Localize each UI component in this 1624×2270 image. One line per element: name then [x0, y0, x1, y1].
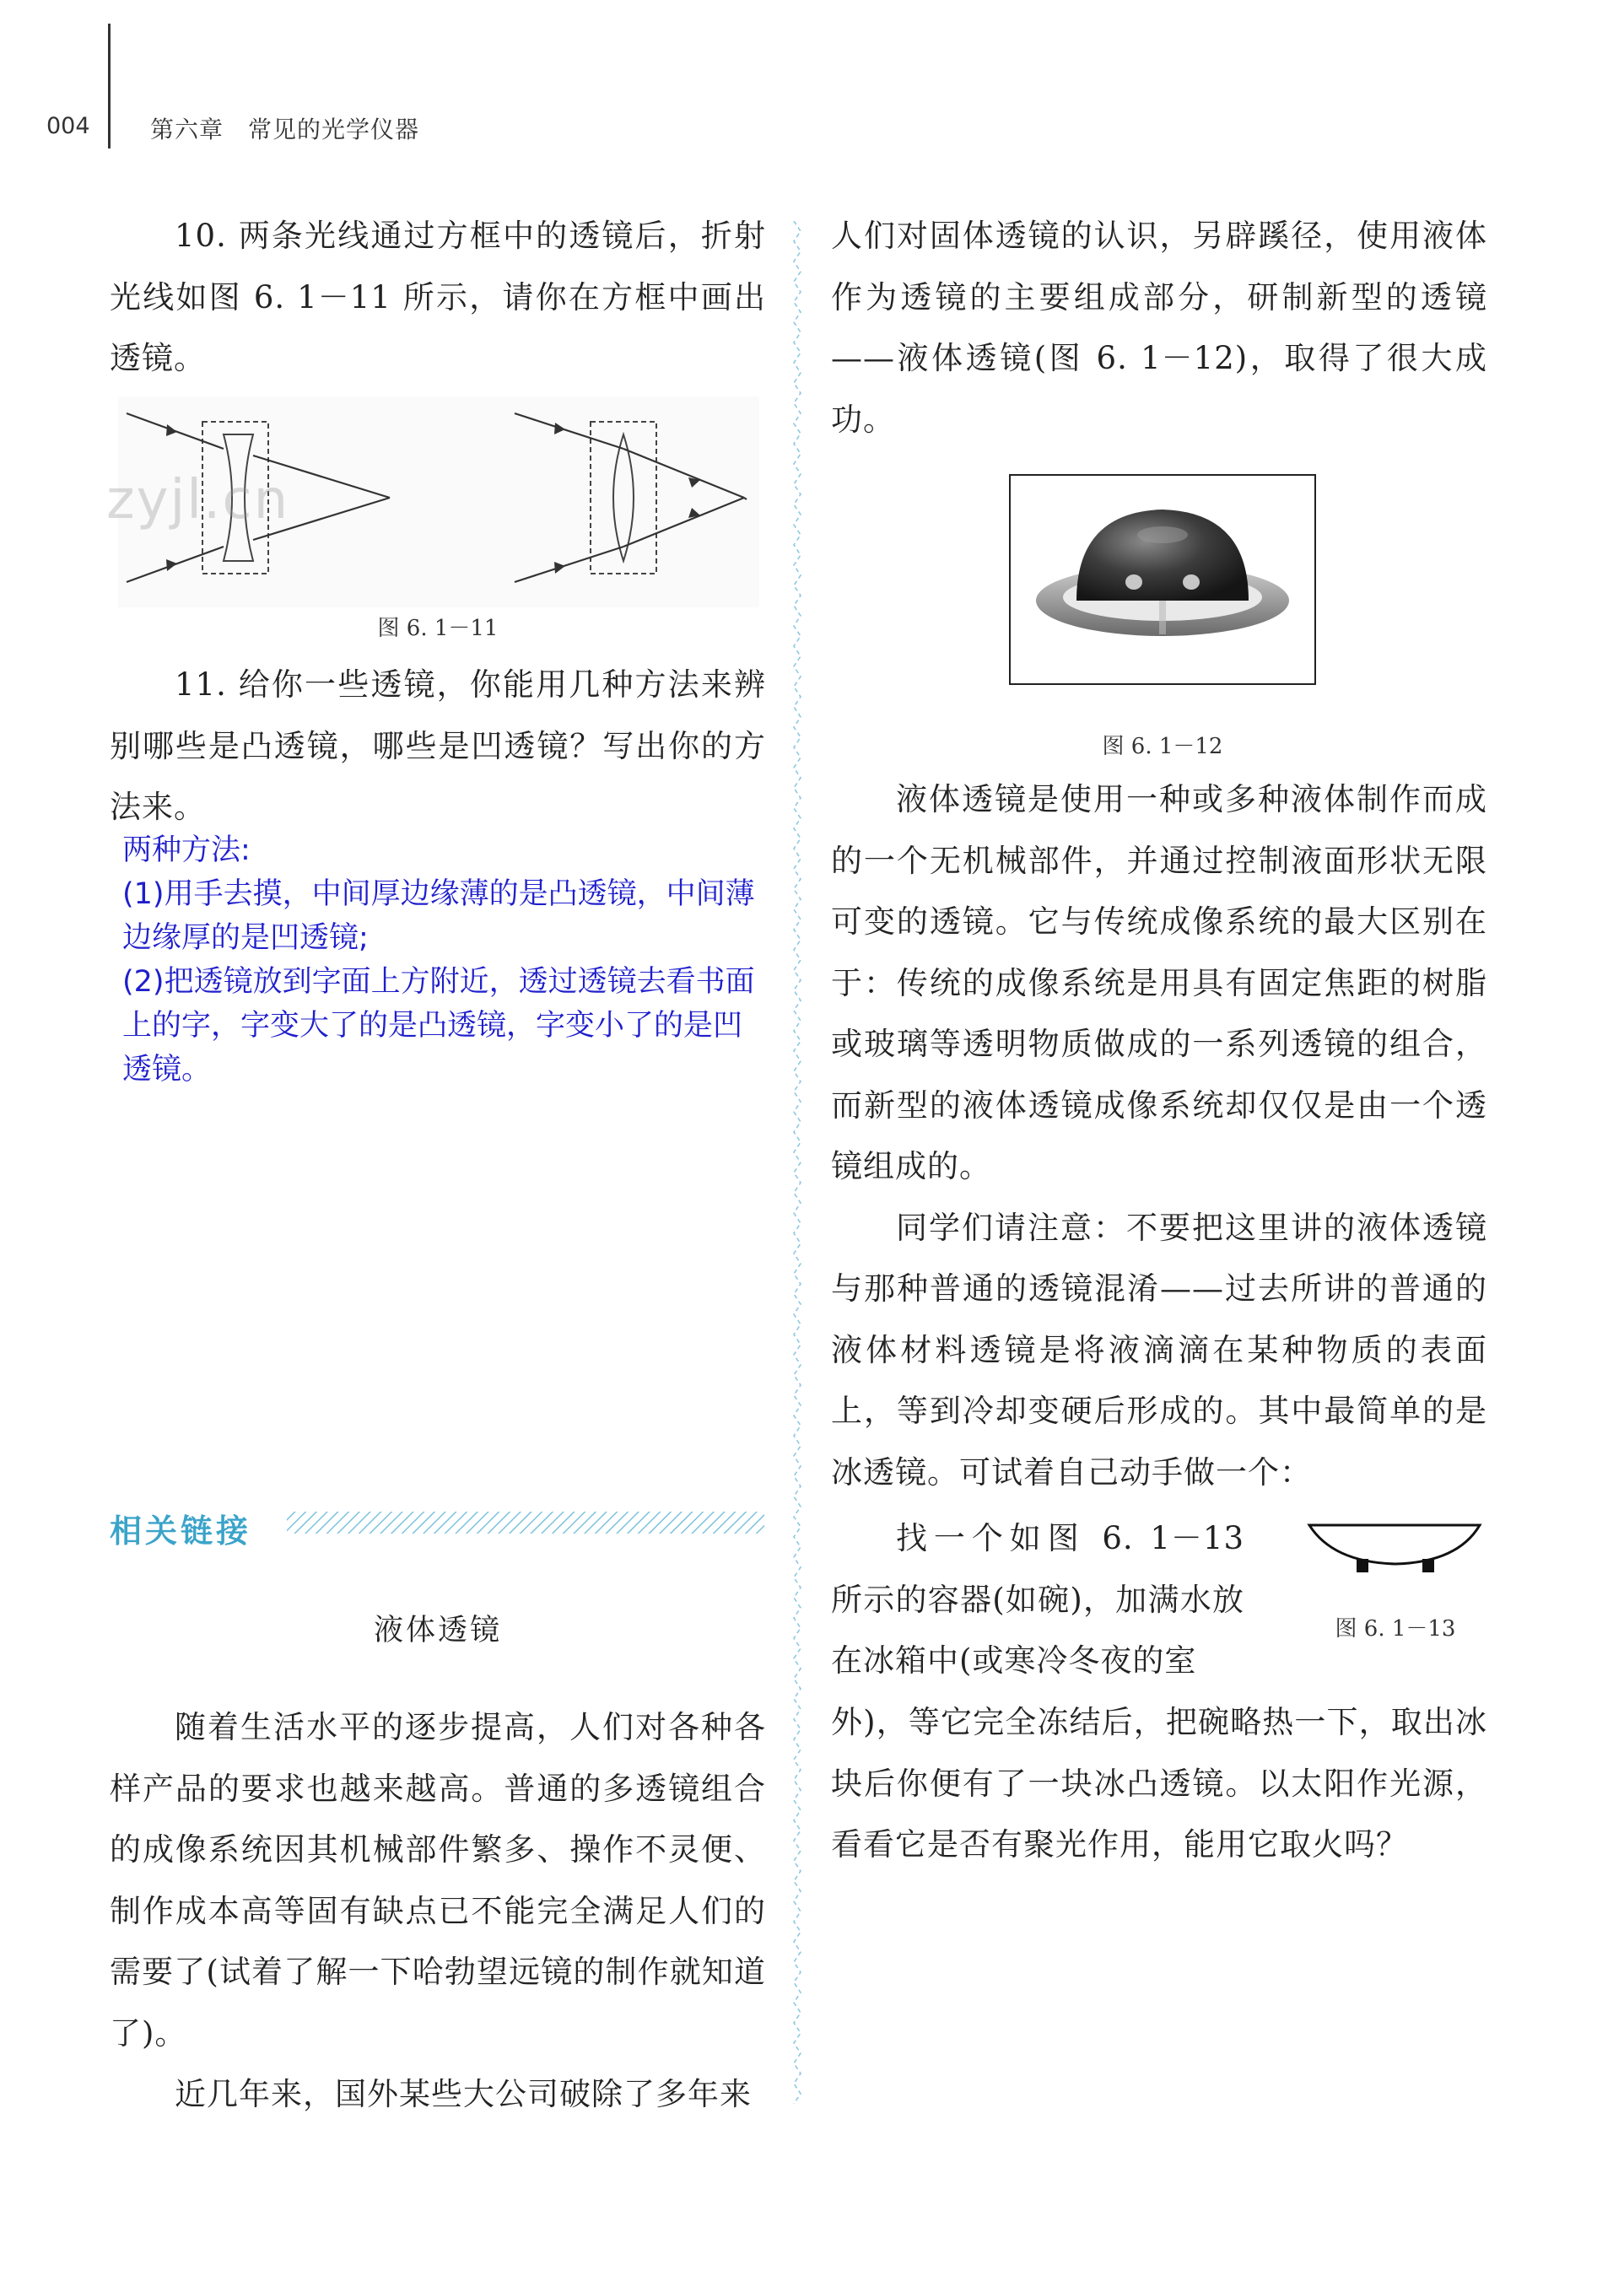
q10-text: 10. 两条光线通过方框中的透镜后，折射光线如图 6. 1－11 所示，请你在方框中画出透镜。	[110, 218, 766, 376]
chapter-title: 第六章 常见的光学仪器	[150, 116, 420, 143]
answer-line-1: 两种方法:	[122, 833, 251, 867]
fig11-caption: 图 6. 1－11	[377, 616, 499, 641]
article-body-right-bottom	[831, 1692, 1487, 1876]
article-body-left	[110, 1697, 766, 2126]
related-links-title: 相关链接	[110, 1512, 252, 1550]
figure-6-1-13	[1306, 1518, 1485, 1577]
question-11	[110, 655, 766, 838]
para-1: 随着生活水平的逐步提高，人们对各种各样产品的要求也越来越高。普通的多透镜组合的成像系统因其机械部件繁多、操作不灵便、制作成本高等固有缺点已不能完全满足人们的需要了(试着了解一下哈勃望远镜的制作就知道了)。	[110, 1709, 766, 2052]
hatch-bar	[287, 1508, 764, 1537]
answer-line-2: (1)用手去摸，中间厚边缘薄的是凸透镜，中间薄边缘厚的是凹透镜;	[122, 877, 755, 955]
para-continued: 人们对固体透镜的认识，另辟蹊径，使用液体作为透镜的主要组成部分，研制新型的透镜——液体透镜(图 6. 1－12)，取得了很大成功。	[831, 218, 1487, 438]
fig13-caption: 图 6. 1－13	[1335, 1616, 1456, 1642]
article-body-right-mid	[831, 769, 1487, 1503]
column-divider	[791, 221, 803, 2111]
question-10	[110, 206, 766, 390]
q11-text: 11. 给你一些透镜，你能用几种方法来辨别哪些是凸透镜，哪些是凹透镜？写出你的方法来。	[110, 666, 766, 825]
para-2: 近几年来，国外某些大公司破除了多年来	[175, 2076, 752, 2112]
article-body-right-top	[831, 206, 1487, 450]
figure-6-1-12	[1009, 474, 1316, 685]
watermark-text: zyjl.cn	[106, 469, 290, 531]
answer-line-3: (2)把透镜放到字面上方附近，透过透镜去看书面上的字，字变大了的是凸透镜，字变小了的是凹透镜。	[122, 965, 755, 1086]
para-5-rest: 外)，等它完全冻结后，把碗略热一下，取出冰块后你便有了一块冰凸透镜。以太阳作光源，看看它是否有聚光作用，能用它取火吗？	[831, 1704, 1487, 1863]
related-links-heading	[110, 1502, 766, 1552]
page-number: 004	[46, 113, 90, 139]
bowl-shape	[1309, 1525, 1480, 1564]
article-title: 液体透镜	[373, 1614, 502, 1647]
para-5-wrap: 找一个如图 6. 1－13 所示的容器(如碗)，加满水放在冰箱中(或寒冷冬夜的室	[831, 1520, 1244, 1679]
para-4: 同学们请注意：不要把这里讲的液体透镜与那种普通的透镜混淆——过去所讲的普通的液体材料透镜是将液滴滴在某种物质的表面上，等到冷却变硬后形成的。其中最简单的是冰透镜。可试着自己动手做一个：	[831, 1209, 1487, 1491]
header-rule	[108, 24, 111, 148]
fig12-caption: 图 6. 1－12	[1102, 734, 1223, 759]
article-body-right-wrap	[831, 1508, 1244, 1692]
para-3: 液体透镜是使用一种或多种液体制作而成的一个无机械部件，并通过控制液面形状无限可变的透镜。它与传统成像系统的最大区别在于：传统的成像系统是用具有固定焦距的树脂或玻璃等透明物质做成的一系列透镜的组合，而新型的液体透镜成像系统却仅仅是由一个透镜组成的。	[831, 781, 1487, 1184]
handwritten-answer	[122, 828, 763, 1092]
page-header	[0, 0, 1624, 169]
